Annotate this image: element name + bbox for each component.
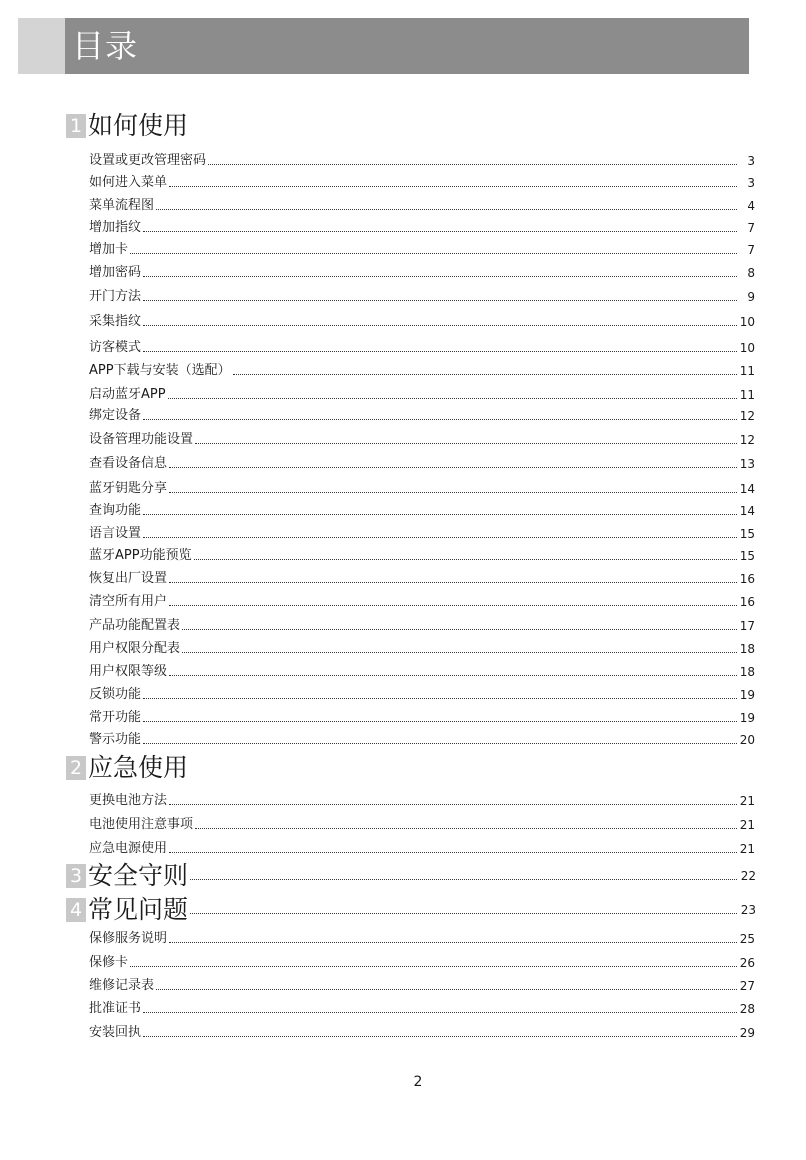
toc-entry-page-number: 26	[739, 956, 755, 970]
toc-entry-page-number: 19	[739, 688, 755, 702]
toc-entry[interactable]	[89, 502, 755, 520]
toc-entry[interactable]	[89, 525, 755, 543]
toc-entry-label: 蓝牙APP功能预览	[89, 548, 192, 563]
dot-leader	[143, 514, 737, 515]
toc-entry-page-number: 27	[739, 979, 755, 993]
toc-entry-page-number: 17	[739, 619, 755, 633]
dot-leader	[168, 398, 737, 399]
toc-entry[interactable]	[89, 709, 755, 727]
toc-entry[interactable]	[89, 1000, 755, 1018]
toc-entry-label: 用户权限分配表	[89, 641, 181, 656]
toc-entry-label: 更换电池方法	[89, 793, 168, 808]
toc-entry-label: 增加指纹	[89, 220, 142, 235]
toc-entry-label: 常开功能	[89, 710, 142, 725]
dot-leader	[169, 186, 737, 187]
toc-entry[interactable]	[89, 1024, 755, 1042]
toc-entry-page-number: 13	[739, 457, 755, 471]
toc-entry[interactable]	[89, 840, 755, 858]
toc-entry[interactable]	[89, 455, 755, 473]
dot-leader	[143, 419, 737, 420]
toc-entry[interactable]	[89, 792, 755, 810]
toc-entry-label: 用户权限等级	[89, 664, 168, 679]
toc-entry-label: 采集指纹	[89, 314, 142, 329]
dot-leader	[190, 879, 737, 880]
toc-entry-page-number: 25	[739, 932, 755, 946]
section-heading[interactable]	[66, 110, 756, 142]
dot-leader	[169, 582, 737, 583]
toc-entry-page-number: 9	[747, 290, 755, 304]
section-number: 2	[66, 756, 86, 780]
dot-leader	[169, 605, 737, 606]
section-page-number: 23	[740, 903, 756, 917]
toc-entry-page-number: 16	[739, 595, 755, 609]
toc-entry[interactable]	[89, 241, 755, 259]
toc-entry[interactable]	[89, 386, 755, 404]
dot-leader	[169, 467, 737, 468]
toc-entry[interactable]	[89, 816, 755, 834]
dot-leader	[194, 559, 737, 560]
toc-entry-page-number: 14	[739, 482, 755, 496]
dot-leader	[169, 852, 737, 853]
toc-entry-page-number: 11	[739, 364, 755, 378]
toc-entry-label: 访客模式	[89, 340, 142, 355]
toc-entry-page-number: 7	[747, 221, 755, 235]
toc-entry-label: 维修记录表	[89, 978, 155, 993]
toc-entry[interactable]	[89, 174, 755, 192]
toc-entry[interactable]	[89, 686, 755, 704]
dot-leader	[143, 325, 737, 326]
toc-entry-label: 产品功能配置表	[89, 618, 181, 633]
toc-entry-page-number: 10	[739, 341, 755, 355]
toc-entry-page-number: 16	[739, 572, 755, 586]
toc-entry-label: 增加卡	[89, 242, 129, 257]
toc-entry[interactable]	[89, 663, 755, 681]
dot-leader	[143, 537, 737, 538]
toc-entry[interactable]	[89, 197, 755, 215]
toc-entry[interactable]	[89, 219, 755, 237]
toc-entry-page-number: 19	[739, 711, 755, 725]
section-number: 3	[66, 864, 86, 888]
toc-entry-label: 批准证书	[89, 1001, 142, 1016]
toc-entry[interactable]	[89, 152, 755, 170]
toc-entry[interactable]	[89, 954, 755, 972]
toc-entry-label: 清空所有用户	[89, 594, 168, 609]
toc-entry-label: 反锁功能	[89, 687, 142, 702]
toc-entry-page-number: 10	[739, 315, 755, 329]
dot-leader	[169, 492, 737, 493]
toc-entry-label: 查询功能	[89, 503, 142, 518]
toc-entry-label: 开门方法	[89, 289, 142, 304]
toc-entry-page-number: 7	[747, 243, 755, 257]
toc-entry-page-number: 12	[739, 409, 755, 423]
section-heading[interactable]	[66, 752, 756, 784]
dot-leader	[169, 675, 737, 676]
toc-entry-page-number: 29	[739, 1026, 755, 1040]
toc-entry[interactable]	[89, 480, 755, 498]
toc-entry[interactable]	[89, 431, 755, 449]
section-title: 如何使用	[88, 111, 189, 140]
toc-entry-label: 增加密码	[89, 265, 142, 280]
toc-entry-page-number: 15	[739, 549, 755, 563]
page-number: 2	[413, 1074, 423, 1090]
toc-entry-label: 菜单流程图	[89, 198, 155, 213]
toc-entry-page-number: 18	[739, 642, 755, 656]
toc-entry-label: 启动蓝牙APP	[89, 387, 166, 402]
dot-leader	[182, 652, 737, 653]
section-number: 1	[66, 114, 86, 138]
toc-entry[interactable]	[89, 407, 755, 425]
toc-entry-page-number: 18	[739, 665, 755, 679]
dot-leader	[233, 374, 737, 375]
toc-entry[interactable]	[89, 593, 755, 611]
toc-entry-label: 语言设置	[89, 526, 142, 541]
section-heading[interactable]	[66, 860, 756, 892]
toc-entry[interactable]	[89, 570, 755, 588]
toc-entry[interactable]	[89, 930, 755, 948]
toc-entry-page-number: 21	[739, 842, 755, 856]
dot-leader	[190, 913, 737, 914]
dot-leader	[195, 828, 737, 829]
toc-entry-label: 如何进入菜单	[89, 175, 168, 190]
dot-leader	[143, 743, 737, 744]
toc-entry[interactable]	[89, 339, 755, 357]
section-title: 应急使用	[88, 753, 189, 782]
toc-entry-label: 蓝牙钥匙分享	[89, 481, 168, 496]
section-number: 4	[66, 898, 86, 922]
dot-leader	[208, 164, 737, 165]
toc-entry-label: 保修卡	[89, 955, 129, 970]
section-heading[interactable]	[66, 894, 756, 926]
toc-entry-page-number: 28	[739, 1002, 755, 1016]
toc-entry-page-number: 21	[739, 818, 755, 832]
toc-entry-page-number: 12	[739, 433, 755, 447]
toc-entry[interactable]	[89, 617, 755, 635]
toc-entry[interactable]	[89, 288, 755, 306]
toc-entry-label: 保修服务说明	[89, 931, 168, 946]
toc-entry-label: 设备管理功能设置	[89, 432, 194, 447]
dot-leader	[143, 351, 737, 352]
toc-entry-label: 电池使用注意事项	[89, 817, 194, 832]
toc-entry-label: 设置或更改管理密码	[89, 153, 207, 168]
dot-leader	[143, 1036, 737, 1037]
dot-leader	[143, 698, 737, 699]
section-title: 安全守则	[88, 861, 189, 890]
dot-leader	[143, 231, 737, 232]
page-title: 目录	[72, 27, 139, 65]
toc-entry-label: APP下载与安装（选配）	[89, 363, 231, 378]
toc-entry[interactable]	[89, 362, 755, 380]
toc-entry-page-number: 20	[739, 733, 755, 747]
toc-entry[interactable]	[89, 977, 755, 995]
toc-entry-label: 查看设备信息	[89, 456, 168, 471]
dot-leader	[130, 966, 737, 967]
toc-entry-page-number: 3	[747, 154, 755, 168]
section-page-number: 22	[740, 869, 756, 883]
dot-leader	[130, 253, 737, 254]
dot-leader	[143, 300, 737, 301]
toc-entry[interactable]	[89, 731, 755, 749]
dot-leader	[169, 942, 737, 943]
dot-leader	[156, 989, 737, 990]
dot-leader	[143, 1012, 737, 1013]
toc-entry[interactable]	[89, 547, 755, 565]
toc-entry[interactable]	[89, 640, 755, 658]
dot-leader	[156, 209, 737, 210]
dot-leader	[182, 629, 737, 630]
toc-entry[interactable]	[89, 264, 755, 282]
toc-entry-label: 恢复出厂设置	[89, 571, 168, 586]
toc-entry-page-number: 15	[739, 527, 755, 541]
section-title: 常见问题	[88, 895, 189, 924]
dot-leader	[143, 721, 737, 722]
toc-entry-page-number: 4	[747, 199, 755, 213]
dot-leader	[169, 804, 737, 805]
toc-entry-page-number: 11	[739, 388, 755, 402]
toc-entry[interactable]	[89, 313, 755, 331]
toc-entry-page-number: 3	[747, 176, 755, 190]
dot-leader	[195, 443, 737, 444]
toc-entry-label: 绑定设备	[89, 408, 142, 423]
dot-leader	[143, 276, 737, 277]
toc-entry-label: 安装回执	[89, 1025, 142, 1040]
toc-entry-label: 应急电源使用	[89, 841, 168, 856]
toc-entry-page-number: 14	[739, 504, 755, 518]
toc-entry-label: 警示功能	[89, 732, 142, 747]
toc-entry-page-number: 8	[747, 266, 755, 280]
toc-entry-page-number: 21	[739, 794, 755, 808]
